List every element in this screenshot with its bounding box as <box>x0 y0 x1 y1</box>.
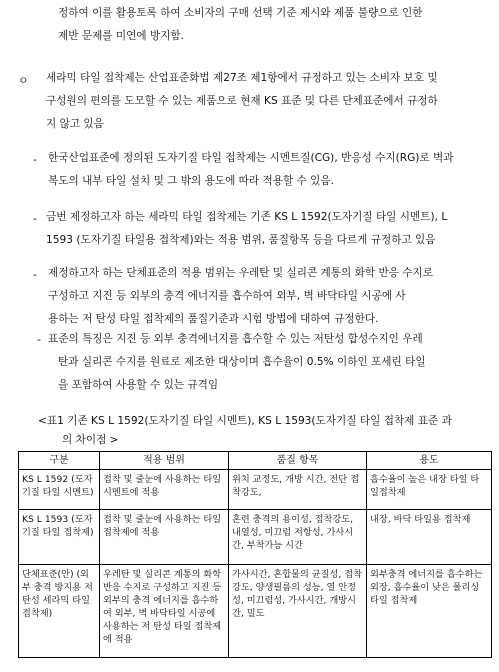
table-cell: 우레탄 및 실리콘 계통의 화학 반응 수지로 구성하고 지진 등 외부의 충격 에너지를 흡수하여 외부, 벽 바닥타일 시공에 사용하는 저 탄성 타일 접착제에 적용 <box>100 565 229 658</box>
sub-point-line: 1593 (도자기질 타일용 접착제)와는 적용 범위, 품질항목 등을 다르게 규정하고 있음 <box>46 234 436 246</box>
table-header-row <box>19 452 492 470</box>
table-row <box>19 565 492 658</box>
dash-bullet: - <box>37 333 41 346</box>
table-cell: 위치 교정도, 개방 시간, 전단 접착강도, <box>229 470 367 510</box>
table-cell: 외부충격 에너지를 흡수하는 외장, 흡수율이 낮은 폴리싱 타일 접착제 <box>367 565 492 658</box>
table-header-cell: 품질 항목 <box>229 452 367 470</box>
main-point-line: 세라믹 타일 접착제는 산업표준화법 제27조 제1항에서 규정하고 있는 소비자 보호 및 <box>46 72 438 84</box>
table-header-cell: 적용 범위 <box>100 452 229 470</box>
circle-bullet: ㅇ <box>18 74 29 87</box>
dash-bullet: - <box>33 212 37 225</box>
dash-bullet: - <box>33 153 37 166</box>
sub-point-line: 구성하고 지진 등 외부의 충격 에너지를 흡수하여 외부, 벽 바닥타일 시공에 사 <box>48 290 406 302</box>
table-header-cell: 구분 <box>19 452 100 470</box>
table-cell: KS L 1593 (도자기질 타일 접착제) <box>19 510 100 565</box>
table-cell: 접착 및 줄눈에 사용하는 타일 접착제에 적용 <box>100 510 229 565</box>
sub-point-line: 탄과 실리콘 수지를 원료로 제조한 대상이며 흡수율이 0.5% 이하인 포세린 타일 <box>58 356 426 368</box>
sub-point-line: 을 포함하여 사용할 수 있는 규격임 <box>58 379 219 391</box>
table-cell: KS L 1592 (도자기질 타일 시멘트) <box>19 470 100 510</box>
table-row <box>19 470 492 510</box>
sub-point-line: 제정하고자 하는 단체표준의 적용 범위는 우레탄 및 실리콘 계통의 화학 반응 수지로 <box>48 267 433 279</box>
table-header-cell: 용도 <box>367 452 492 470</box>
dash-bullet: - <box>33 268 37 281</box>
table-caption-line: <표1 기존 KS L 1592(도자기질 타일 시멘트), KS L 1593(도자기질 타일 접착제 표준 과 <box>38 415 452 427</box>
main-point-line: 지 않고 있음 <box>46 118 104 130</box>
intro-line: 제반 문제를 미연에 방지함. <box>58 30 185 42</box>
sub-point-line: 한국산업표준에 정의된 도자기질 타일 접착제는 시멘트질(CG), 반응성 수지(RG)로 벽과 <box>48 152 454 164</box>
table-cell: 흡수율이 높은 내장 타일 타일접착제 <box>367 470 492 510</box>
sub-point-line: 복도의 내부 타일 설치 및 그 밖의 용도에 따라 적용할 수 있음. <box>48 175 335 187</box>
table-row <box>19 510 492 565</box>
comparison-table <box>18 451 492 658</box>
sub-point-line: 표준의 특징은 지진 등 외부 충격에너지를 흡수할 수 있는 저탄성 합성수지인 우레 <box>48 333 423 345</box>
intro-line: 정하여 이를 활용토록 하여 소비자의 구매 선택 기준 제시와 제품 불량으로 인한 <box>58 7 423 19</box>
sub-point-line: 용하는 저 탄성 타일 접착제의 품질기준과 시험 방법에 대하여 규정한다. <box>48 313 379 325</box>
table-cell: 혼련 충격의 용이성, 접착강도, 내열성, 미끄럼 저항성, 가사시간, 부착가능 시간 <box>229 510 367 565</box>
table-cell: 접착 및 줄눈에 사용하는 타일 시멘트에 적용 <box>100 470 229 510</box>
table-cell: 가사시간, 혼합물의 균질성, 접착강도, 양생필름의 성능, 열 안정성, 미끄럼성, 가사시간, 개방시간, 밀도 <box>229 565 367 658</box>
table-cell: 내장, 바닥 타일용 접착제 <box>367 510 492 565</box>
table-caption-line: 의 차이점 > <box>62 434 119 446</box>
sub-point-line: 금번 제정하고자 하는 세라믹 타일 접착제는 기존 KS L 1592(도자기질 타일 시멘트), L <box>46 211 448 223</box>
table-cell: 단체표준(안) (외부 충격 방지용 저탄성 세라믹 타일 접착제) <box>19 565 100 658</box>
main-point-line: 구성원의 편의를 도모할 수 있는 제품으로 현재 KS 표준 및 다른 단체표준에서 규정하 <box>46 95 438 107</box>
